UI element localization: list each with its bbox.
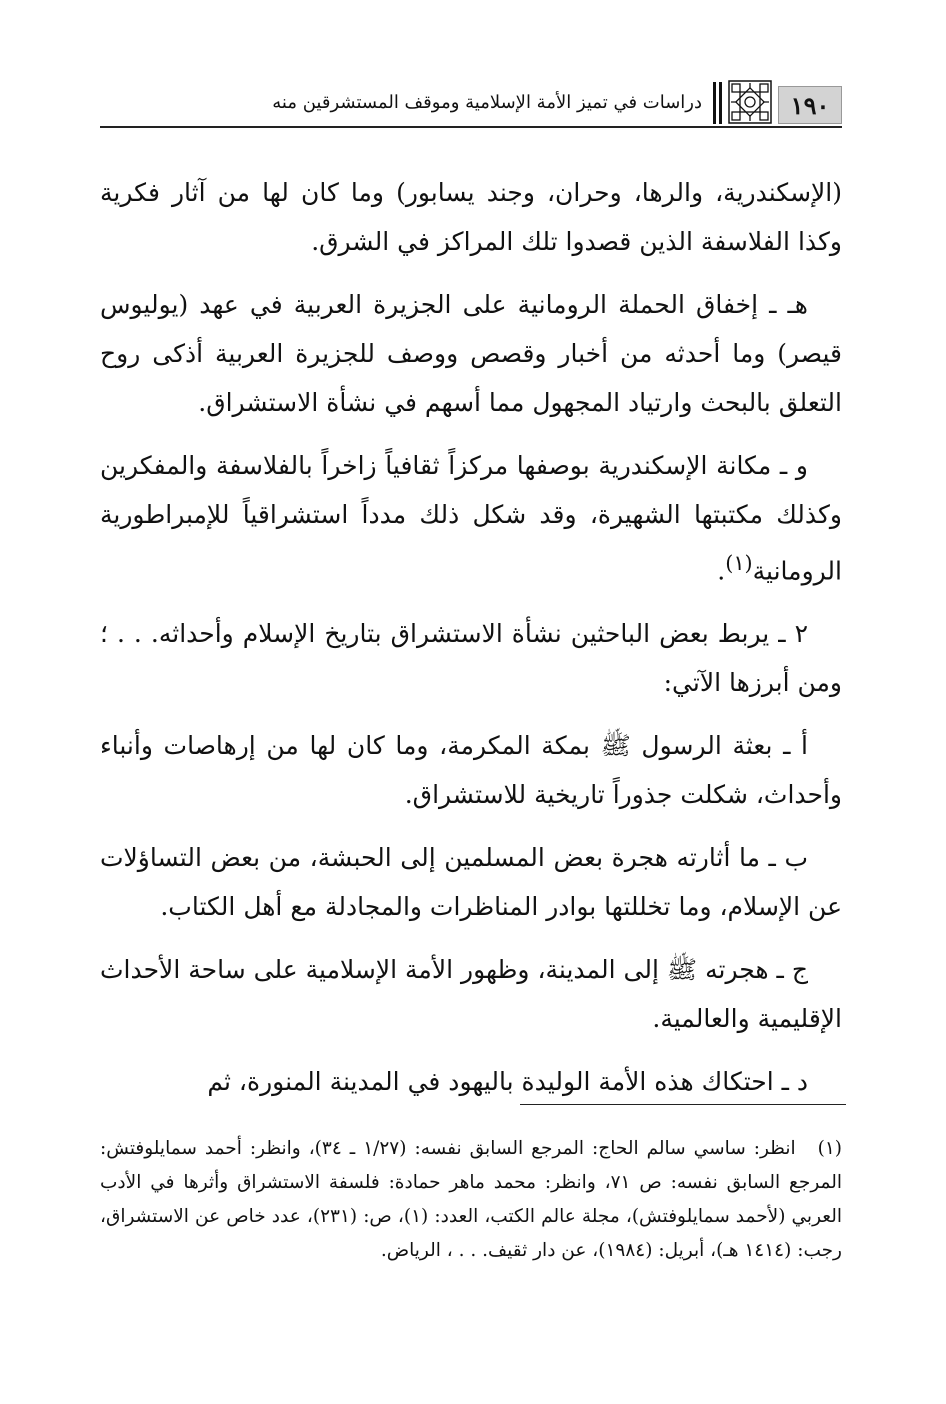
footnote <box>100 1132 842 1268</box>
paragraph: د ـ احتكاك هذه الأمة الوليدة باليهود في المدينة المنورة، ثم <box>207 1067 808 1097</box>
page-number: ١٩٠ <box>778 86 842 124</box>
ornament-icon <box>728 80 772 124</box>
header-divider <box>713 82 716 124</box>
paragraph <box>100 441 842 595</box>
running-title: دراسات في تميز الأمة الإسلامية وموقف المستشرقين منه <box>272 92 702 113</box>
footnote-reference: (١) <box>725 551 753 575</box>
footnote-text: انظر: ساسي سالم الحاج: المرجع السابق نفسه: (١/٢٧ ـ ٣٤)، وانظر: أحمد سمايلوفتش: المرجع السابق نفسه: ص ٧١، وانظر: محمد ماهر حمادة: فلسفة الاستشراق وأثرها في الأدب العربي (لأحمد سمايلوفتش)، مجلة عالم الكتب، العدد: (١)، ص: (٢٣١)، عدد خاص عن الاستشراق، رجب: (١٤١٤ هـ)، أبريل: (١٩٨٤)، عن دار ثقيف. . . ، الرياض. <box>100 1138 842 1261</box>
paragraph: هـ ـ إخفاق الحملة الرومانية على الجزيرة العربية في عهد (يوليوس قيصر) وما أحدثه من أخبار وقصص ووصف للجزيرة العربية أذكى روح التعلق بالبحث وارتياد المجهول مما أسهم في نشأة الاستشراق. <box>100 290 842 417</box>
paragraph: (الإسكندرية، والرها، وحران، وجند يسابور) وما كان لها من آثار فكرية وكذا الفلاسفة الذين قصدوا تلك المراكز في الشرق. <box>100 178 842 256</box>
paragraph-end: . <box>717 556 726 586</box>
paragraph: أ ـ بعثة الرسول ﷺ بمكة المكرمة، وما كان لها من إرهاصات وأنباء وأحداث، شكلت جذوراً تاريخية للاستشراق. <box>100 731 842 810</box>
paragraph: ج ـ هجرته ﷺ إلى المدينة، وظهور الأمة الإسلامية على ساحة الأحداث الإقليمية والعالمية. <box>100 955 842 1034</box>
paragraph: ٢ ـ يربط بعض الباحثين نشأة الاستشراق بتاريخ الإسلام وأحداثه. . . ؛ ومن أبرزها الآتي: <box>100 619 842 698</box>
footnote-marker: (١) <box>817 1138 842 1159</box>
main-text <box>100 168 842 1120</box>
header-divider <box>719 82 722 124</box>
paragraph-text: و ـ مكانة الإسكندرية بوصفها مركزاً ثقافياً زاخراً بالفلاسفة والمفكرين وكذلك مكتبتها الشهيرة، وقد شكل ذلك مدداً استشراقياً للإمبراطورية الرومانية <box>100 451 842 586</box>
footnote-separator <box>520 1104 846 1105</box>
paragraph: ب ـ ما أثارته هجرة بعض المسلمين إلى الحبشة، من بعض التساؤلات عن الإسلام، وما تخللتها بوادر المناظرات والمجادلة مع أهل الكتاب. <box>100 843 842 922</box>
page-header <box>100 80 842 128</box>
